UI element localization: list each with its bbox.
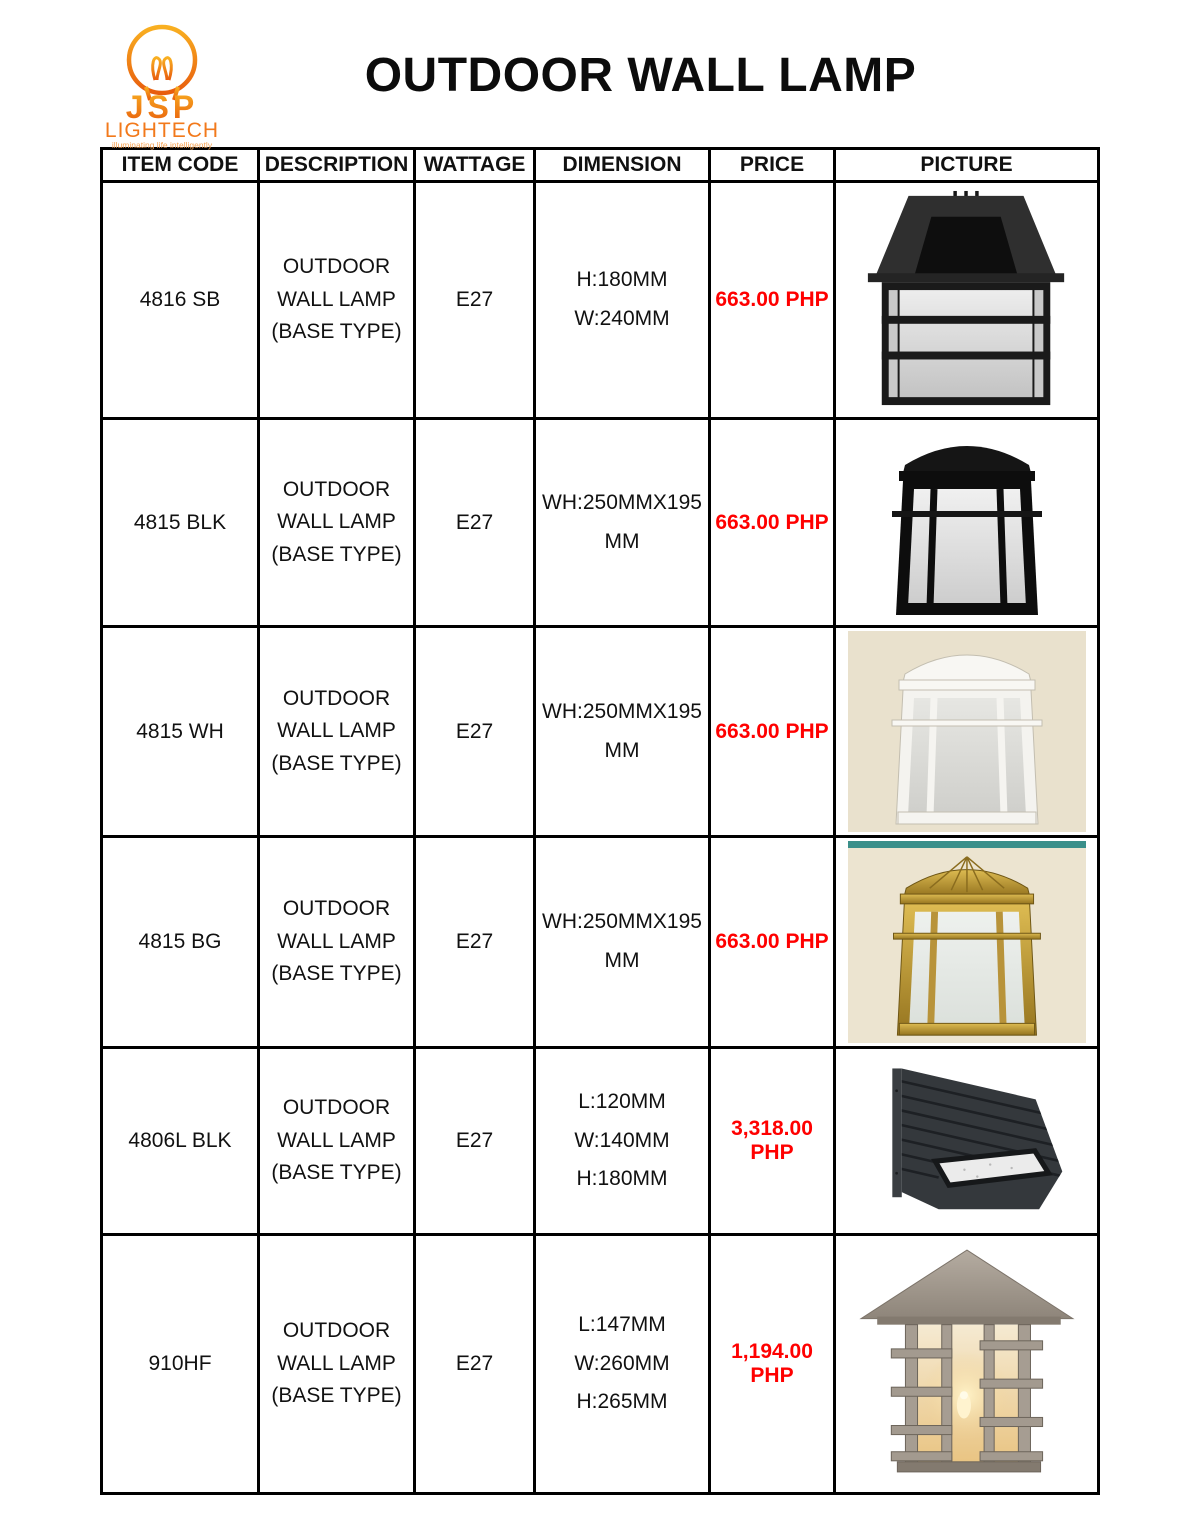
dimension-line: MM (604, 949, 640, 972)
brand-tagline: illuminating life intelligently (111, 140, 213, 150)
dimension-line: MM (604, 738, 640, 762)
dimension-line: H:180MM (576, 1167, 668, 1191)
product-image (848, 631, 1086, 832)
column-header-price: PRICE (710, 149, 835, 182)
brass-caged-lantern-icon (869, 849, 1065, 1041)
picture-cell (835, 1048, 1099, 1235)
description-cell: OUTDOOR WALL LAMP (BASE TYPE) (259, 1048, 415, 1235)
product-image (851, 1052, 1083, 1230)
picture-cell (835, 837, 1099, 1048)
black-louvered-lamp-icon (870, 1053, 1063, 1229)
column-header-dimension: DIMENSION (535, 149, 710, 182)
dimension-line: MM (604, 529, 640, 553)
dimension-cell (535, 419, 710, 627)
wattage-cell: E27 (415, 419, 535, 627)
item-code-cell: 4815 WH (102, 627, 259, 837)
black-hooded-wall-lamp-icon (856, 187, 1076, 413)
wattage-cell: E27 (415, 627, 535, 837)
table-row (102, 627, 1099, 837)
dimension-cell (535, 182, 710, 419)
wattage-cell: E27 (415, 1235, 535, 1494)
price-cell: 3,318.00 PHP (710, 1048, 835, 1235)
dimension-line: W:240MM (574, 307, 670, 330)
white-caged-lantern-icon (867, 634, 1067, 830)
item-code-cell: 4815 BLK (102, 419, 259, 627)
dimension-cell (535, 1235, 710, 1494)
item-code-cell: 4816 SB (102, 182, 259, 419)
product-image (848, 841, 1086, 1043)
picture-cell (835, 182, 1099, 419)
page-header (0, 0, 1197, 150)
picture-cell (835, 419, 1099, 627)
stone-pagoda-lamp-icon (853, 1244, 1080, 1484)
item-code-cell: 4806L BLK (102, 1048, 259, 1235)
table-row (102, 419, 1099, 627)
dimension-cell (535, 1048, 710, 1235)
column-header-description: DESCRIPTION (259, 149, 415, 182)
table-row (102, 1048, 1099, 1235)
wattage-cell: E27 (415, 1048, 535, 1235)
dimension-line: WH:250MMX195 (542, 699, 702, 723)
column-header-item-code: ITEM CODE (102, 149, 259, 182)
dimension-line: W:260MM (574, 1351, 670, 1375)
teal-strip (848, 841, 1086, 848)
black-caged-lantern-icon (867, 425, 1067, 621)
table-row (102, 182, 1099, 419)
brand-initials: JSP (125, 89, 199, 125)
product-image (851, 1239, 1083, 1489)
dimension-line: H:265MM (576, 1390, 668, 1414)
description-cell: OUTDOOR WALL LAMP (BASE TYPE) (259, 837, 415, 1048)
description-cell: OUTDOOR WALL LAMP (BASE TYPE) (259, 627, 415, 837)
column-header-wattage: WATTAGE (415, 149, 535, 182)
table-row (102, 1235, 1099, 1494)
page-title: OUTDOOR WALL LAMP (364, 49, 917, 102)
wattage-cell: E27 (415, 837, 535, 1048)
description-cell: OUTDOOR WALL LAMP (BASE TYPE) (259, 182, 415, 419)
price-cell: 663.00 PHP (710, 419, 835, 627)
column-header-picture: PICTURE (835, 149, 1099, 182)
dimension-line: H:180MM (576, 268, 668, 292)
dimension-cell (535, 627, 710, 837)
price-cell: 663.00 PHP (710, 837, 835, 1048)
catalog-table (100, 147, 1100, 1495)
picture-cell (835, 627, 1099, 837)
dimension-line: WH:250MMX195 (542, 910, 702, 934)
price-cell: 1,194.00 PHP (710, 1235, 835, 1494)
price-cell: 663.00 PHP (710, 627, 835, 837)
dimension-line: WH:250MMX195 (542, 490, 702, 514)
dimension-cell (535, 837, 710, 1048)
product-image (851, 186, 1083, 414)
picture-cell (835, 1235, 1099, 1494)
item-code-cell: 910HF (102, 1235, 259, 1494)
wattage-cell: E27 (415, 182, 535, 419)
dimension-line: W:140MM (574, 1128, 670, 1152)
product-image (854, 423, 1080, 622)
description-cell: OUTDOOR WALL LAMP (BASE TYPE) (259, 1235, 415, 1494)
header-row (102, 149, 1099, 182)
dimension-line: L:120MM (578, 1089, 666, 1113)
table-row (102, 837, 1099, 1048)
item-code-cell: 4815 BG (102, 837, 259, 1048)
price-cell: 663.00 PHP (710, 182, 835, 419)
description-cell: OUTDOOR WALL LAMP (BASE TYPE) (259, 419, 415, 627)
brand-name: LIGHTECH (104, 119, 220, 142)
dimension-line: L:147MM (578, 1312, 666, 1336)
